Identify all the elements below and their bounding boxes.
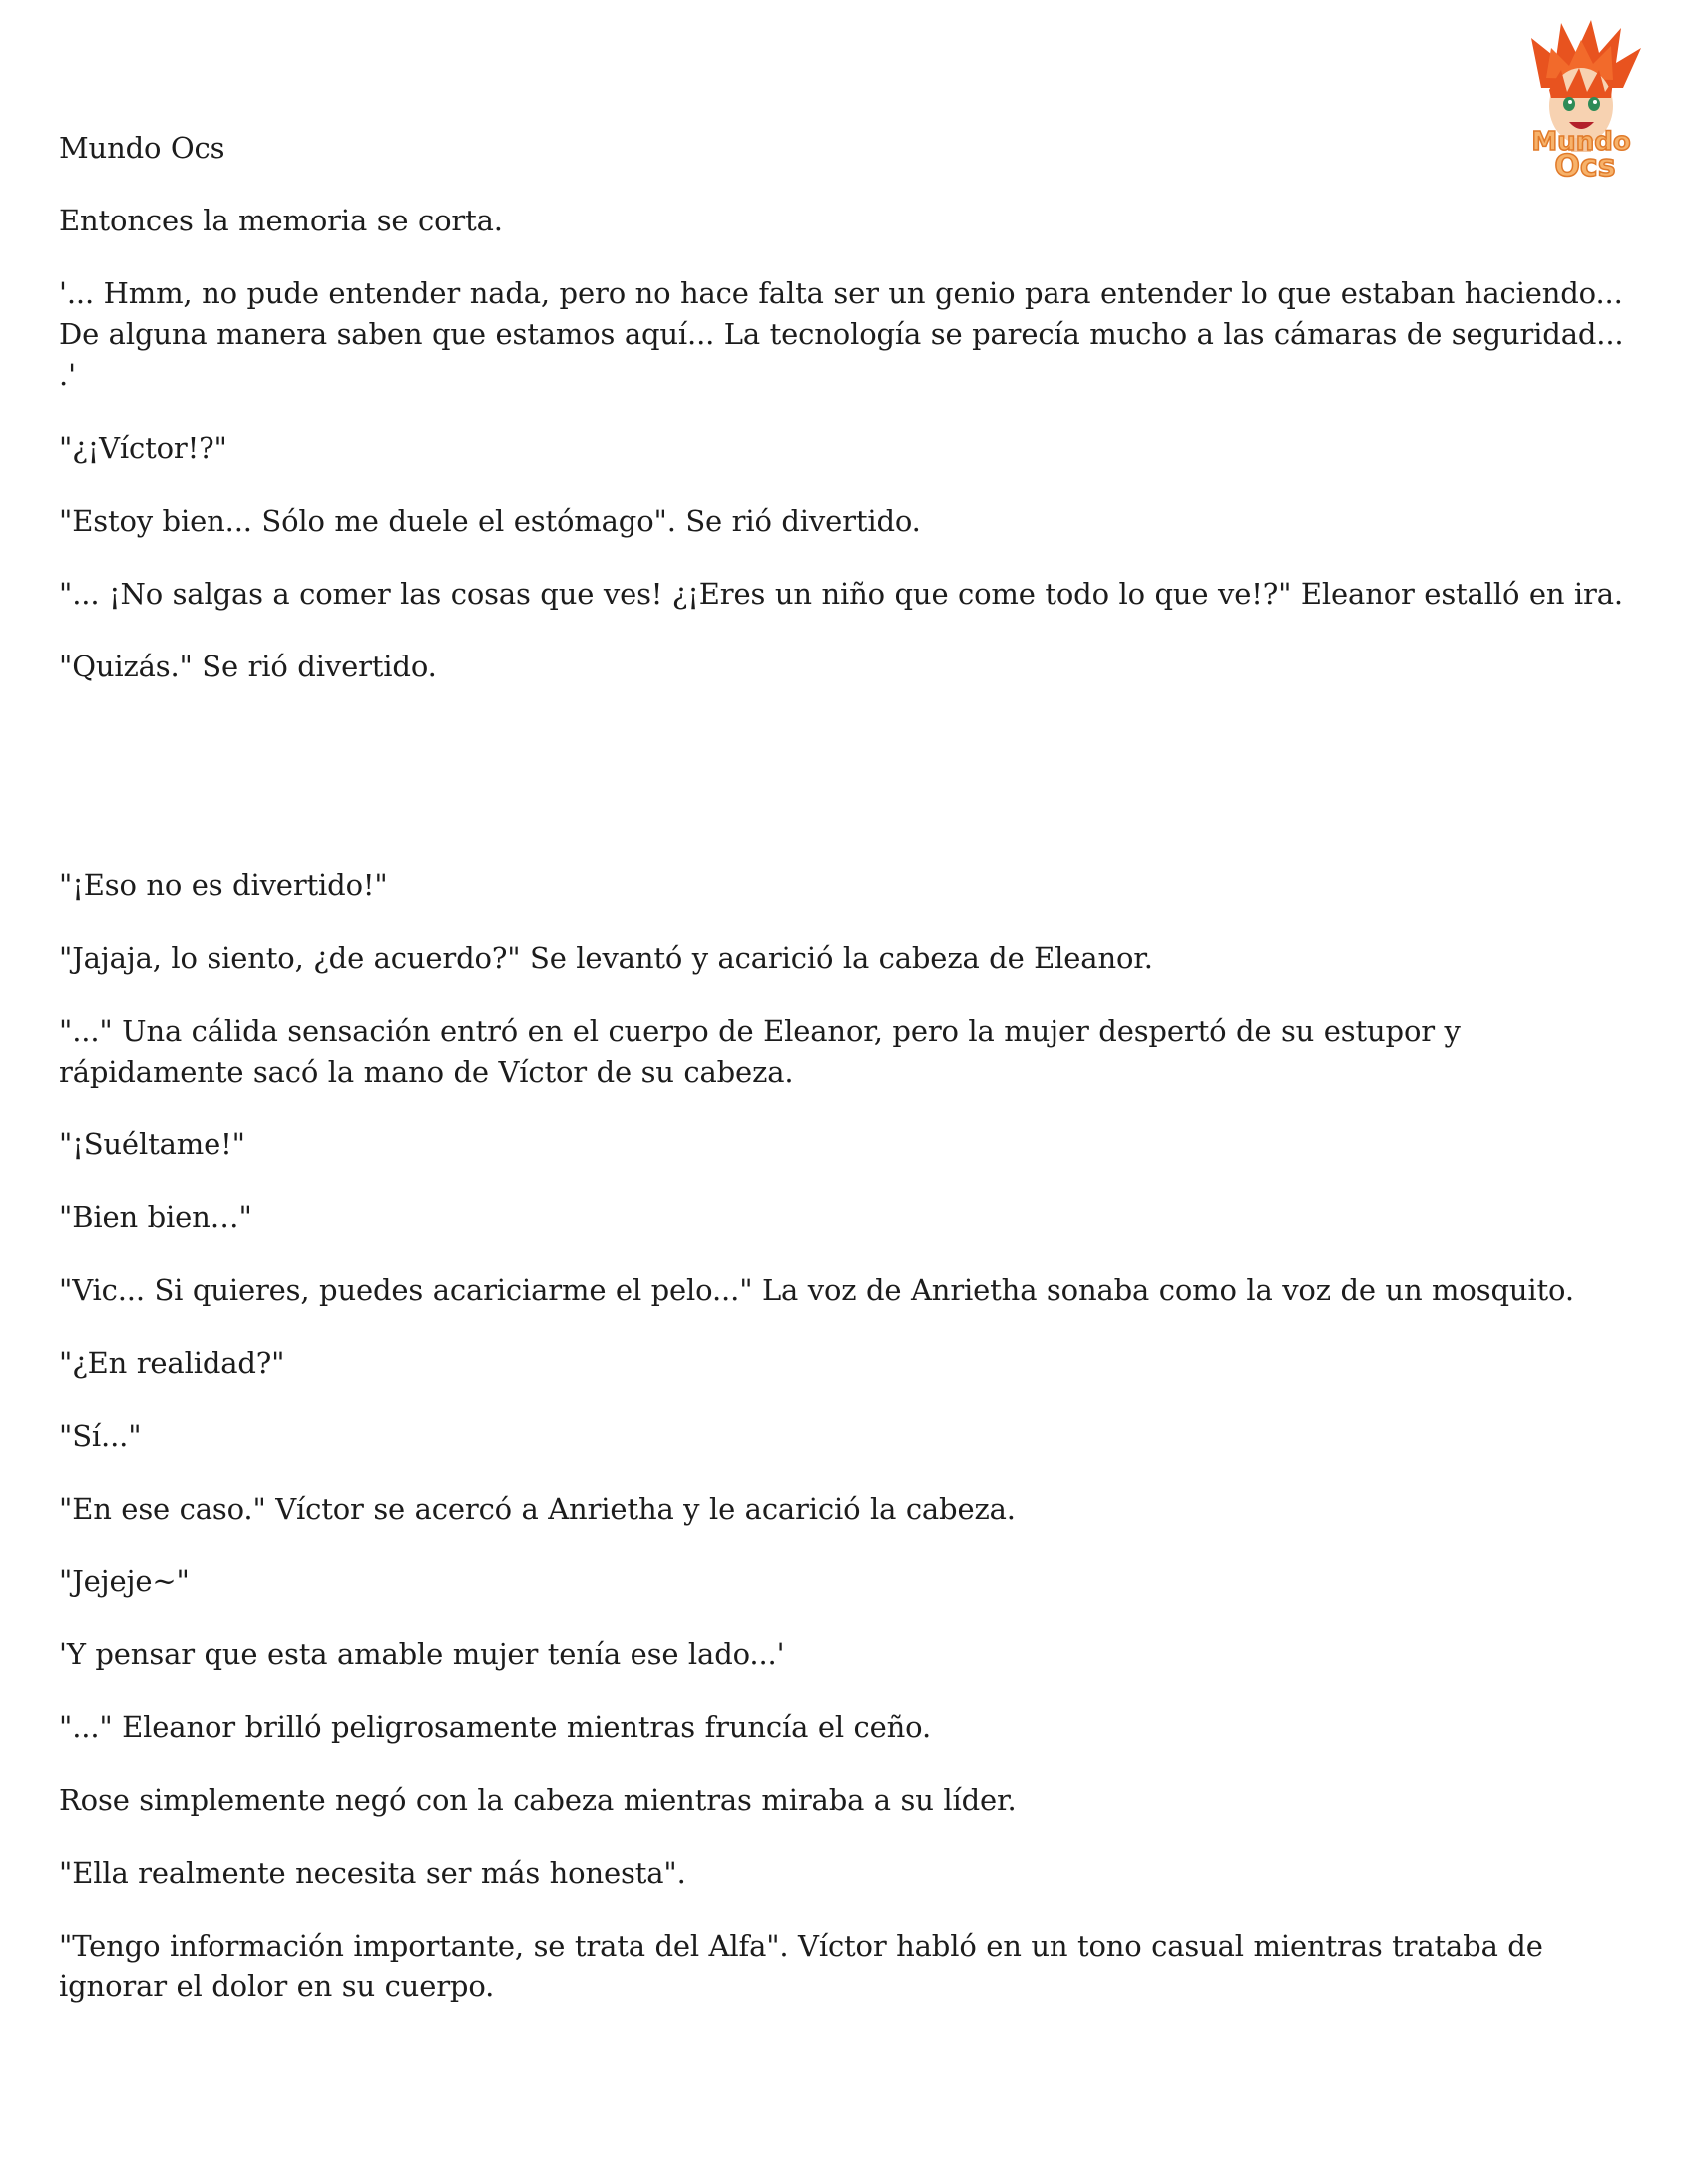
paragraph: "Jejeje~" (59, 1564, 190, 1598)
document-header: Mundo Ocs (59, 131, 225, 165)
paragraph: "Sí..." (59, 1419, 142, 1453)
paragraph: "¿En realidad?" (59, 1346, 285, 1380)
paragraph: "Tengo información importante, se trata del Alfa". Víctor habló en un tono casual mientras trataba de ignorar el dolor en su cuerpo. (59, 1929, 1543, 2003)
paragraph: Entonces la memoria se corta. (59, 204, 503, 237)
paragraph: "¿¡Víctor!?" (59, 431, 227, 465)
paragraph: "... ¡No salgas a comer las cosas que ves! ¿¡Eres un niño que come todo lo que ve!?" Eleanor estalló en ira. (59, 577, 1623, 611)
paragraph: "¡Eso no es divertido!" (59, 868, 388, 902)
paragraph: '... Hmm, no pude entender nada, pero no hace falta ser un genio para entender lo que estaban haciendo... De alguna manera saben que estamos aquí... La tecnología se parecía mucho a las cámaras de seguridad... .' (59, 276, 1624, 392)
paragraph: "Jajaja, lo siento, ¿de acuerdo?" Se levantó y acarició la cabeza de Eleanor. (59, 941, 1153, 975)
paragraph: "..." Una cálida sensación entró en el cuerpo de Eleanor, pero la mujer despertó de su estupor y rápidamente sacó la mano de Víctor de su cabeza. (59, 1014, 1461, 1089)
paragraph: "Vic... Si quieres, puedes acariciarme el pelo..." La voz de Anrietha sonaba como la voz de un mosquito. (59, 1273, 1574, 1307)
paragraph: "..." Eleanor brilló peligrosamente mientras fruncía el ceño. (59, 1710, 932, 1744)
paragraph: Rose simplemente negó con la cabeza mientras miraba a su líder. (59, 1783, 1017, 1817)
paragraph: "Ella realmente necesita ser más honesta". (59, 1856, 686, 1890)
paragraph: 'Y pensar que esta amable mujer tenía ese lado...' (59, 1637, 785, 1671)
svg-text:Mundo: Mundo (1531, 127, 1631, 157)
svg-text:Ocs: Ocs (1554, 149, 1616, 183)
paragraph: "Quizás." Se rió divertido. (59, 650, 437, 683)
paragraph: "¡Suéltame!" (59, 1127, 245, 1161)
paragraph: "Bien bien…" (59, 1200, 252, 1234)
paragraph: "Estoy bien... Sólo me duele el estómago". Se rió divertido. (59, 504, 921, 538)
document-body (59, 128, 1635, 2007)
paragraph: "En ese caso." Víctor se acercó a Anrietha y le acarició la cabeza. (59, 1492, 1016, 1526)
